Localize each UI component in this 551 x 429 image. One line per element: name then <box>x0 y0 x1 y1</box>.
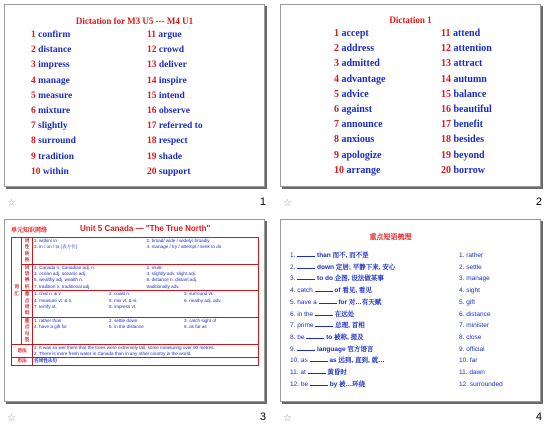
star-icon[interactable]: ☆ <box>283 413 292 424</box>
list-item <box>441 151 485 161</box>
blank-line <box>315 326 333 327</box>
list-item <box>441 120 483 130</box>
answer-item: 12. surrounded <box>459 380 503 388</box>
slide-thumbnail-2[interactable] <box>276 0 551 214</box>
item-number: 7 <box>31 121 39 132</box>
slide-2-title: Dictation 1 <box>389 15 432 25</box>
row-label: 重点词组 <box>22 291 33 318</box>
item-number: 1 <box>31 30 39 40</box>
phrase-item: 6. in the 在远处 <box>290 310 355 318</box>
slide-number: 2 <box>535 196 542 208</box>
blank-line <box>297 256 315 257</box>
item-word: anxious <box>341 134 375 146</box>
item-number: 16 <box>441 104 454 115</box>
list-item <box>441 29 480 39</box>
slide-thumbnail-3[interactable] <box>0 215 275 429</box>
item-word: distance <box>38 45 72 56</box>
item-word: mixture <box>38 106 71 116</box>
blank-line <box>310 361 328 362</box>
answer-item: 2. settle <box>459 263 482 271</box>
item-word: admitted <box>341 58 380 70</box>
item-number: 18 <box>441 134 454 146</box>
list-item <box>441 135 484 145</box>
list-item <box>334 59 380 69</box>
item-word: tradition <box>38 151 75 162</box>
list-item <box>31 168 69 178</box>
blank-line <box>297 279 315 280</box>
item-number: 5 <box>334 88 342 100</box>
slide-thumbnail-1[interactable] <box>0 0 275 214</box>
item-number: 4 <box>31 75 39 86</box>
item-word: autumn <box>453 73 487 85</box>
list-item <box>441 44 492 54</box>
answer-item: 7. minister <box>459 322 489 330</box>
star-icon[interactable]: ☆ <box>7 198 16 209</box>
knowledge-table <box>11 237 259 366</box>
item-word: observe <box>158 106 191 116</box>
blank-line <box>310 385 328 386</box>
list-item <box>334 75 385 85</box>
list-item <box>147 122 203 132</box>
blank-line <box>297 350 315 351</box>
table-cell: 1. Canada n. Canadian adj. n. 2. multi- 3. ocean adj. oceanic adj. 4. slightly adv. slight adj. 5. wealthy adj. wealth n. 6. distance n. distant adj. 7. tradition n. traditional adj. traditionally adv. <box>33 264 259 291</box>
item-number: 3 <box>31 60 39 71</box>
item-word: slightly <box>38 121 68 132</box>
list-item <box>147 31 182 41</box>
item-word: intend <box>158 90 185 101</box>
list-item <box>147 92 185 102</box>
item-word: shade <box>158 151 183 162</box>
item-number: 3 <box>334 58 342 70</box>
item-number: 20 <box>147 166 159 177</box>
item-number: 20 <box>441 164 454 176</box>
item-number: 11 <box>147 30 159 40</box>
answer-item: 5. gift <box>459 298 475 306</box>
list-item <box>334 151 382 161</box>
slide-3-canvas <box>4 219 265 402</box>
item-number: 19 <box>147 151 159 162</box>
answer-item: 6. distance <box>459 310 491 318</box>
slide-4-title: 重点短语梳理 <box>369 234 412 241</box>
answer-item: 4. sight <box>459 287 480 295</box>
item-number: 16 <box>147 106 159 116</box>
list-item <box>31 92 72 102</box>
list-item <box>31 77 70 87</box>
list-item <box>334 29 369 39</box>
table-cell: 名词性从句 <box>33 358 259 365</box>
item-word: deliver <box>158 60 187 71</box>
list-item <box>147 61 187 71</box>
blank-line <box>315 291 333 292</box>
item-word: measure <box>38 90 73 101</box>
slide-number: 4 <box>535 411 542 423</box>
item-number: 15 <box>147 90 159 101</box>
item-number: 8 <box>334 134 342 146</box>
section-vocab-label: 词汇 <box>12 238 22 345</box>
blank-line <box>315 315 333 316</box>
item-number: 2 <box>31 45 39 56</box>
list-item <box>147 77 187 87</box>
list-item <box>147 153 182 163</box>
item-number: 5 <box>31 90 39 101</box>
section-grammar-label: 语法 <box>12 344 33 358</box>
list-item <box>31 137 76 147</box>
item-word: attract <box>453 58 483 70</box>
item-number: 6 <box>334 104 342 115</box>
list-item <box>441 90 486 100</box>
item-word: announce <box>341 119 383 131</box>
list-item <box>31 61 70 71</box>
slide-number: 3 <box>259 411 266 423</box>
item-number: 9 <box>31 151 39 162</box>
item-number: 11 <box>441 28 453 39</box>
phrase-item: 4. catch of 看见, 看见 <box>290 287 372 295</box>
item-word: confirm <box>38 30 71 40</box>
item-number: 4 <box>334 73 342 85</box>
item-word: advice <box>341 88 369 100</box>
table-cell: 1. chat n. & v. 2. coast n. 3. surround vt. 4. measure vt. & n. 5. mix vt. & vi. 6. nearby adj. adv. 7. terrify vt. 8. impress vt. <box>33 291 259 318</box>
item-word: manage <box>38 75 70 86</box>
item-number: 13 <box>441 58 454 70</box>
phrase-item: 12. be by 被…环绕 <box>290 380 366 388</box>
item-number: 10 <box>334 164 347 176</box>
row-label: 词语辨析 <box>22 264 33 291</box>
answer-item: 3. manage <box>459 275 490 283</box>
answer-item: 1. rather <box>459 252 484 259</box>
item-number: 19 <box>441 149 454 161</box>
item-word: respect <box>158 136 188 147</box>
slide-thumbnail-4[interactable] <box>276 215 551 429</box>
item-word: referred to <box>158 121 203 132</box>
item-word: attend <box>452 28 481 39</box>
list-item <box>334 135 374 145</box>
item-word: beyond <box>453 149 485 161</box>
list-item <box>31 107 70 117</box>
slide-3-title: Unit 5 Canada — "The True North" <box>80 224 211 233</box>
blank-line <box>297 268 315 269</box>
item-number: 12 <box>147 45 159 56</box>
item-word: besides <box>453 134 485 146</box>
list-item <box>441 75 487 85</box>
item-word: accept <box>341 28 369 39</box>
table-cell: 1. rather than 2. settle down 3. catch sight of 4. have a gift for 5. in the distance 6. as far as <box>33 317 259 344</box>
slide-1-canvas <box>4 4 265 187</box>
item-number: 6 <box>31 106 39 116</box>
slide-4-canvas <box>280 219 541 402</box>
item-word: balance <box>453 88 487 100</box>
list-item <box>441 59 482 69</box>
blank-line <box>319 303 337 304</box>
item-number: 17 <box>147 121 159 132</box>
blank-line <box>308 373 326 374</box>
phrase-item: 5. have a for 对…有天赋 <box>290 298 382 306</box>
table-cell: 1. within/ in 2. broad/ wide / widely/ broadly 3. in / on / to (表方位) 4. manage / try / attempt / seek to do <box>33 238 259 265</box>
item-number: 2 <box>334 43 342 55</box>
item-number: 14 <box>147 75 159 86</box>
item-number: 1 <box>334 28 342 39</box>
row-label: 词性转换 <box>22 238 33 265</box>
answer-item: 9. official <box>459 345 485 353</box>
row-label: 重点句型 <box>22 317 33 344</box>
item-word: surround <box>38 136 76 147</box>
item-number: 13 <box>147 60 159 71</box>
section-usage-label: 用法 <box>12 358 33 365</box>
list-item <box>31 46 71 56</box>
item-word: apologize <box>341 149 382 161</box>
list-item <box>334 44 374 54</box>
slide-1-title: Dictation for M3 U5 --- M4 U1 <box>75 16 194 26</box>
item-number: 10 <box>31 166 43 177</box>
item-word: advantage <box>341 73 386 85</box>
item-number: 15 <box>441 88 454 100</box>
item-word: crowd <box>158 45 185 56</box>
list-item <box>441 105 492 115</box>
phrase-item: 7. prime 总理, 首相 <box>290 322 365 330</box>
phrase-item: 10. as as 远到, 直到, 就… <box>290 357 385 365</box>
item-word: borrow <box>453 164 485 176</box>
item-word: beautiful <box>453 104 492 115</box>
list-item <box>147 137 188 147</box>
slide-2-canvas <box>280 4 541 187</box>
item-number: 12 <box>441 43 454 55</box>
list-item <box>31 122 68 132</box>
blank-line <box>306 338 324 339</box>
item-number: 8 <box>31 136 39 147</box>
item-number: 17 <box>441 119 454 131</box>
item-word: inspire <box>158 75 187 86</box>
list-item <box>334 105 372 115</box>
item-word: attention <box>453 43 492 55</box>
phrase-item: 11. at 黄昏时 <box>290 369 347 376</box>
list-item <box>441 166 485 176</box>
phrase-item: 2. down 定居; 平静下来, 安心 <box>290 263 396 271</box>
list-item <box>147 107 190 117</box>
item-number: 9 <box>334 149 342 161</box>
item-number: 7 <box>334 119 342 131</box>
list-item <box>334 166 380 176</box>
answer-item: 11. dawn <box>459 369 485 376</box>
item-word: argue <box>158 30 182 40</box>
answer-item: 8. close <box>459 333 482 341</box>
item-word: against <box>341 104 373 115</box>
item-word: impress <box>38 60 70 71</box>
slide-3-label: 单元知识网络 <box>11 228 48 234</box>
list-item <box>147 168 191 178</box>
item-number: 18 <box>147 136 159 147</box>
item-word: arrange <box>346 164 381 176</box>
list-item <box>31 153 74 163</box>
item-word: support <box>158 166 191 177</box>
slide-number: 1 <box>259 196 266 208</box>
item-word: within <box>42 166 69 177</box>
list-item <box>31 31 70 41</box>
star-icon[interactable]: ☆ <box>7 413 16 424</box>
item-word: benefit <box>453 119 483 131</box>
list-item <box>334 120 383 130</box>
phrase-item: 8. be to 被称, 提及 <box>290 333 364 341</box>
phrase-item: 3. to do 企图, 设法做某事 <box>290 275 384 283</box>
phrase-item: 9. language 官方语言 <box>290 345 374 353</box>
item-word: address <box>341 43 375 55</box>
list-item <box>147 46 184 56</box>
item-number: 14 <box>441 73 454 85</box>
phrase-item: 1. than 而不, 而不是 <box>290 252 369 259</box>
star-icon[interactable]: ☆ <box>283 198 292 209</box>
list-item <box>334 90 369 100</box>
table-cell: 1. It was so wet there that the trees were extremely tall, some measuring over 90 metres. 2. There is more fresh water in Canada than in any other country in the world. <box>33 344 259 358</box>
answer-item: 10. far <box>459 357 478 365</box>
